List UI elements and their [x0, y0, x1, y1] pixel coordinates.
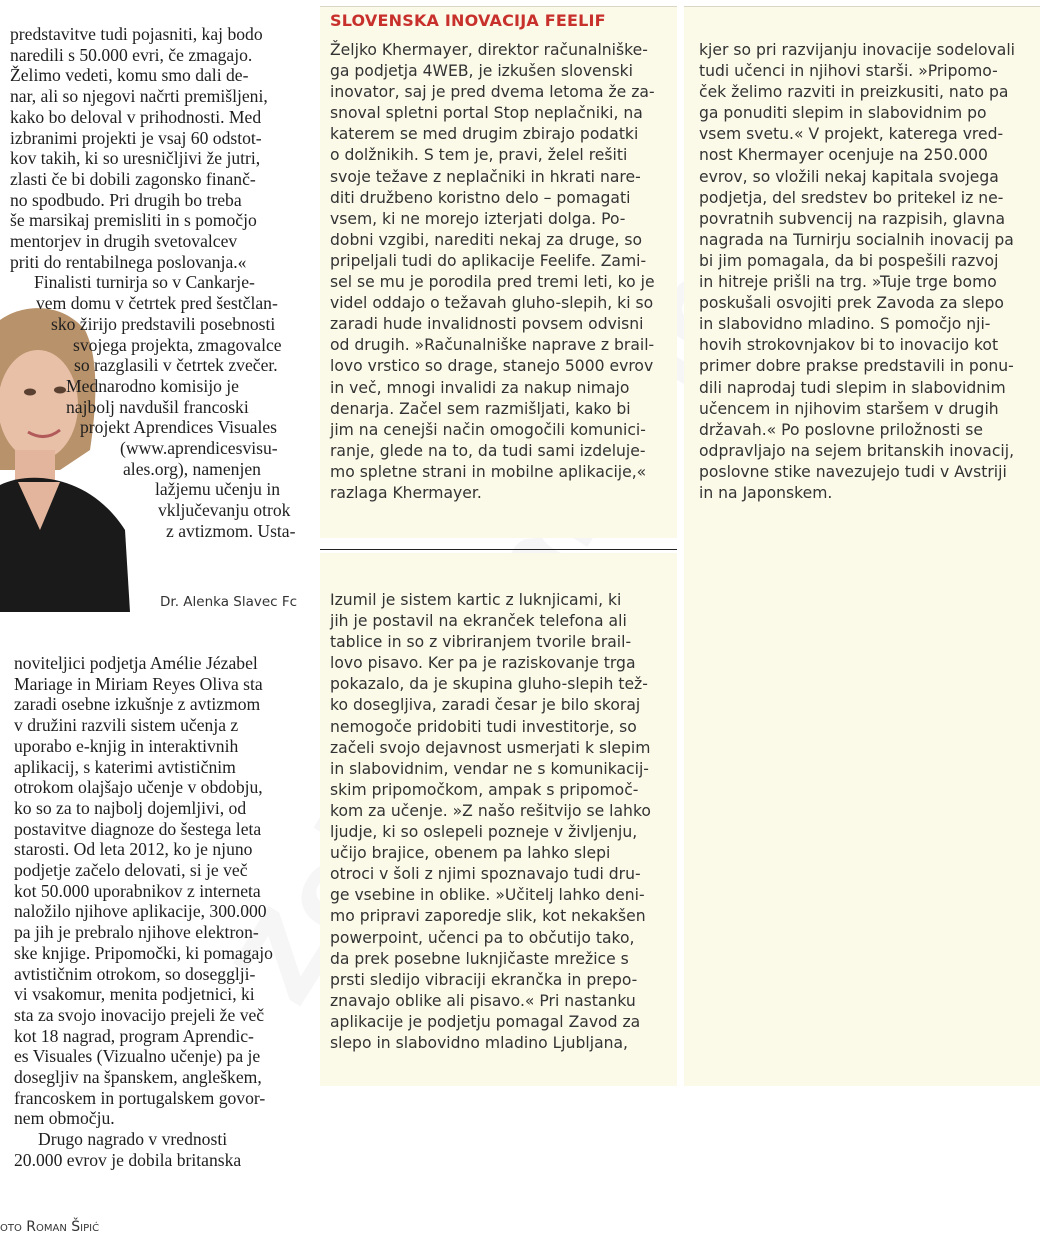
text-line: ček želimo razviti in preizkusiti, nato pa — [699, 83, 1009, 102]
text-line: otrokom olajšajo učenje v obdobju, — [14, 777, 263, 798]
text-line: mo spletne strani in mobilne aplikacije,« — [330, 462, 647, 481]
text-line: svojega projekta, zmagovalce — [73, 334, 282, 355]
text-line: da prek posebne luknjičaste mrežice s — [330, 949, 629, 968]
text-line: jih je postavil na ekranček telefona ali — [330, 612, 627, 631]
text-line: bi jim pomagala, da bi pospešili razvoj — [699, 251, 999, 270]
text-line: aplikacij, s katerimi avtističnim — [14, 756, 236, 777]
text-line: so razglasili v četrtek zvečer. — [74, 355, 278, 376]
text-line: z avtizmom. Usta- — [166, 520, 296, 541]
text-line: nem območju. — [14, 1108, 115, 1129]
text-line: kot 18 nagrad, program Aprendic- — [14, 1025, 254, 1046]
text-line: ranje, glede na to, da tudi sami izdeluje- — [330, 441, 646, 460]
text-line: starosti. Od leta 2012, ko je njuno — [14, 839, 253, 860]
text-line: predstavitve tudi pojasniti, kaj bodo — [10, 24, 263, 44]
text-line: powerpoint, učenci pa to občutijo tako, — [330, 928, 635, 947]
text-line: tablice in so z vibriranjem tvorile brail- — [330, 633, 632, 652]
text-line: lovo vrstico so drage, stanejo 5000 evrov — [330, 357, 654, 376]
box-middle-top-text — [330, 40, 675, 504]
text-line: in na Japonskem. — [699, 483, 833, 502]
text-line: vključevanju otrok — [158, 500, 291, 521]
left-column-top — [10, 24, 300, 542]
text-line: diti družbeno koristno delo – pomagati — [330, 188, 631, 207]
text-line: in slabovidno mladino. S pomočjo nji- — [699, 315, 991, 334]
text-line: svoje težave z neplačniki in hkrati nare- — [330, 167, 641, 186]
text-line: sta za svojo inovacijo prejeli že več — [14, 1004, 265, 1025]
text-line: najbolj navdušil francoski — [66, 396, 249, 417]
text-line: (www.aprendicesvisu- — [120, 438, 278, 459]
text-line: evrov, so vložili nekaj kapitala svojega — [699, 167, 999, 186]
text-line: nagrada na Turnirju socialnih inovacij pa — [699, 230, 1014, 249]
box-right-text — [699, 40, 1039, 504]
text-line: denarja. Začel sem razmišljati, kako bi — [330, 399, 631, 418]
text-line: ko dosegljiva, zaradi česar je bilo skoraj — [330, 696, 641, 715]
text-line: razlaga Khermayer. — [330, 483, 482, 502]
divider — [320, 549, 677, 550]
text-line: ales.org), namenjen — [123, 458, 261, 479]
text-line: avtističnim otrokom, so dosegglji- — [14, 963, 256, 984]
text-line: pokazalo, da je skupina gluho-slepih tež- — [330, 675, 648, 694]
text-line: slepo in slabovidno mladino Ljubljana, — [330, 1033, 629, 1052]
text-line: priti do rentabilnega poslovanja.« — [10, 251, 247, 272]
text-line: podjetja, del sredstev bo pritekel iz ne- — [699, 188, 1004, 207]
text-line: ga podjetja 4WEB, je izkušen slovenski — [330, 62, 634, 81]
text-line: kom za učenje. »Z našo rešitvijo se lahko — [330, 801, 651, 820]
text-line: snoval spletni portal Stop neplačniki, na — [330, 104, 643, 123]
text-line: znavajo oblike ali pisavo.« Pri nastanku — [330, 991, 636, 1010]
text-line: noviteljici podjetja Amélie Jézabel — [14, 653, 258, 673]
text-line: jim na cenejši način omogočili komunici- — [330, 420, 646, 439]
text-line: pripeljali tudi do aplikacije Feelife. Zami- — [330, 251, 647, 270]
text-line: naložilo njihove aplikacije, 300.000 — [14, 901, 267, 922]
text-line: postavitve diagnoze do šestega leta — [14, 818, 262, 839]
text-line: zaradi osebne izkušnje z avtizmom — [14, 694, 261, 715]
text-line: Mariage in Miriam Reyes Oliva sta — [14, 673, 263, 694]
text-line: francoskem in portugalskem govor- — [14, 1087, 266, 1108]
text-line: in več, mnogi invalidi za nakup nimajo — [330, 378, 630, 397]
text-line: ko so za to najbolj dojemljivi, od — [14, 797, 247, 818]
text-line: podjetje začelo delovati, si je več — [14, 860, 248, 881]
photo-caption: Dr. Alenka Slavec Fc — [160, 594, 298, 610]
text-line: skim pripomočkom, ampak s pripomoč- — [330, 780, 639, 799]
text-line: aplikacije je podjetju pomagal Zavod za — [330, 1012, 641, 1031]
text-line: ske knjige. Pripomočki, ki pomagajo — [14, 942, 273, 963]
text-line: poslovne stike navezujejo tudi v Avstriji — [699, 462, 1007, 481]
box-heading: SLOVENSKA INOVACIJA FEELIF — [330, 11, 606, 30]
text-line: 20.000 evrov je dobila britanska — [14, 1149, 242, 1170]
text-line: pa jih je prebralo njihove elektron- — [14, 922, 259, 943]
text-line: Finalisti turnirja so v Cankarje- — [34, 272, 255, 293]
text-line: dili naprodaj tudi slepim in slabovidnim — [699, 378, 1006, 397]
text-line: vem domu v četrtek pred šestčlan- — [36, 293, 278, 314]
text-line: projekt Aprendices Visuales — [80, 417, 277, 438]
text-line: vsem svetu.« V projekt, katerega vred- — [699, 125, 1004, 144]
text-line: uporabo e-knjig in interaktivnih — [14, 735, 239, 756]
text-line: in hitreje prišli na trg. »Tuje trge bomo — [699, 273, 997, 292]
text-line: kot 50.000 uporabnikov z interneta — [14, 880, 261, 901]
text-line: zaradi hude invalidnosti povsem odvisni — [330, 315, 644, 334]
text-line: vi vsakomur, menita podjetnici, ki — [14, 984, 255, 1005]
text-line: kov takih, ki so uresničljivi že jutri, — [10, 148, 261, 169]
text-line: Mednarodno komisijo je — [66, 375, 239, 396]
text-line: no spodbudo. Pri drugih bo treba — [10, 189, 242, 210]
text-line: poskušali osvojiti prek Zavoda za slepo — [699, 294, 1004, 313]
text-line: naredili s 50.000 evri, če zmagajo. — [10, 44, 253, 65]
text-line: tudi učenci in njihovi starši. »Pripomo- — [699, 62, 998, 81]
text-line: lažjemu učenju in — [155, 479, 281, 500]
text-line: ga ponuditi slepim in slabovidnim po — [699, 104, 987, 123]
text-line: hovih strokovnjakov bi to inovacijo kot — [699, 336, 999, 355]
text-line: ge vsebine in oblike. »Učitelj lahko deni- — [330, 886, 645, 905]
text-line: nar, ali so njegovi načrti premišljeni, — [10, 86, 268, 107]
text-line: nost Khermayer ocenjuje na 250.000 — [699, 146, 988, 165]
text-line: inovator, saj je pred dvema letoma že za- — [330, 83, 655, 102]
text-line: videl oddajo o težavah gluho-slepih, ki so — [330, 294, 654, 313]
text-line: katerem se med drugim zbirajo podatki — [330, 125, 639, 144]
photo-credit: oto Roman Šipić — [0, 1219, 100, 1235]
text-line: Izumil je sistem kartic z luknjicami, ki — [330, 591, 622, 609]
text-line: kjer so pri razvijanju inovacije sodelovali — [699, 41, 1016, 59]
text-line: izbranimi projekti je vsaj 60 odstot- — [10, 127, 262, 148]
text-line: lovo pisavo. Ker pa je raziskovanje trga — [330, 654, 636, 673]
text-line: prsti sledijo vibraciji ekrančka in prepo- — [330, 970, 638, 989]
text-line: primer dobre prakse predstavili in ponu- — [699, 357, 1014, 376]
text-line: sko žirijo predstavili posebnosti — [51, 313, 276, 334]
box-middle-bottom-text — [330, 590, 675, 1054]
text-line: Drugo nagrado v vrednosti — [38, 1129, 228, 1150]
text-line: kako bo deloval v prihodnosti. Med — [10, 106, 262, 127]
text-line: še marsikaj premisliti in s pomočjo — [10, 210, 257, 231]
text-line: od drugih. »Računalniške naprave z brail- — [330, 336, 655, 355]
text-line: povratnih subvencij na razpisih, glavna — [699, 209, 1006, 228]
left-column-bottom — [14, 653, 304, 1171]
text-line: učencem in njihovim staršem v drugih — [699, 399, 999, 418]
text-line: nemogoče pridobiti tudi investitorje, so — [330, 717, 637, 736]
text-line: začeli svojo dejavnost usmerjati k slepim — [330, 738, 651, 757]
text-line: mo pripravi zaporedje slik, kot nekakšen — [330, 907, 646, 926]
text-line: otroci v šoli z njimi spoznavajo tudi dru- — [330, 865, 641, 884]
box-right-rule — [684, 6, 1040, 7]
text-line: sel se mu je porodila pred tremi leti, ko je — [330, 273, 655, 292]
text-line: odpravljajo na sejem britanskih inovacij, — [699, 441, 1015, 460]
text-line: vsem, ki ne morejo izterjati dolga. Po- — [330, 209, 626, 228]
text-line: es Visuales (Vizualno učenje) pa je — [14, 1046, 261, 1067]
text-line: in slabovidnim, vendar ne s komunikacij- — [330, 759, 649, 778]
text-line: v družini razvili sistem učenja z — [14, 715, 239, 736]
text-line: dosegljiv na španskem, angleškem, — [14, 1067, 262, 1088]
text-line: učijo brajice, obenem pa lahko slepi — [330, 844, 611, 863]
text-line: o dolžnikih. S tem je, pravi, želel rešiti — [330, 146, 628, 165]
text-line: mentorjev in drugih svetovalcev — [10, 231, 238, 252]
text-line: ljudje, ki so oslepeli pozneje v življenju, — [330, 823, 638, 842]
text-line: državah.« Po poslovne priložnosti se — [699, 420, 983, 439]
text-line: zlasti če bi dobili zagonsko finanč- — [10, 168, 256, 189]
text-line: Želimo vedeti, komu smo dali de- — [10, 65, 249, 86]
text-line: dobni vzgibi, narediti nekaj za druge, so — [330, 230, 643, 249]
text-line: Željko Khermayer, direktor računalniške- — [330, 41, 648, 59]
box-heading-rule — [320, 6, 677, 7]
